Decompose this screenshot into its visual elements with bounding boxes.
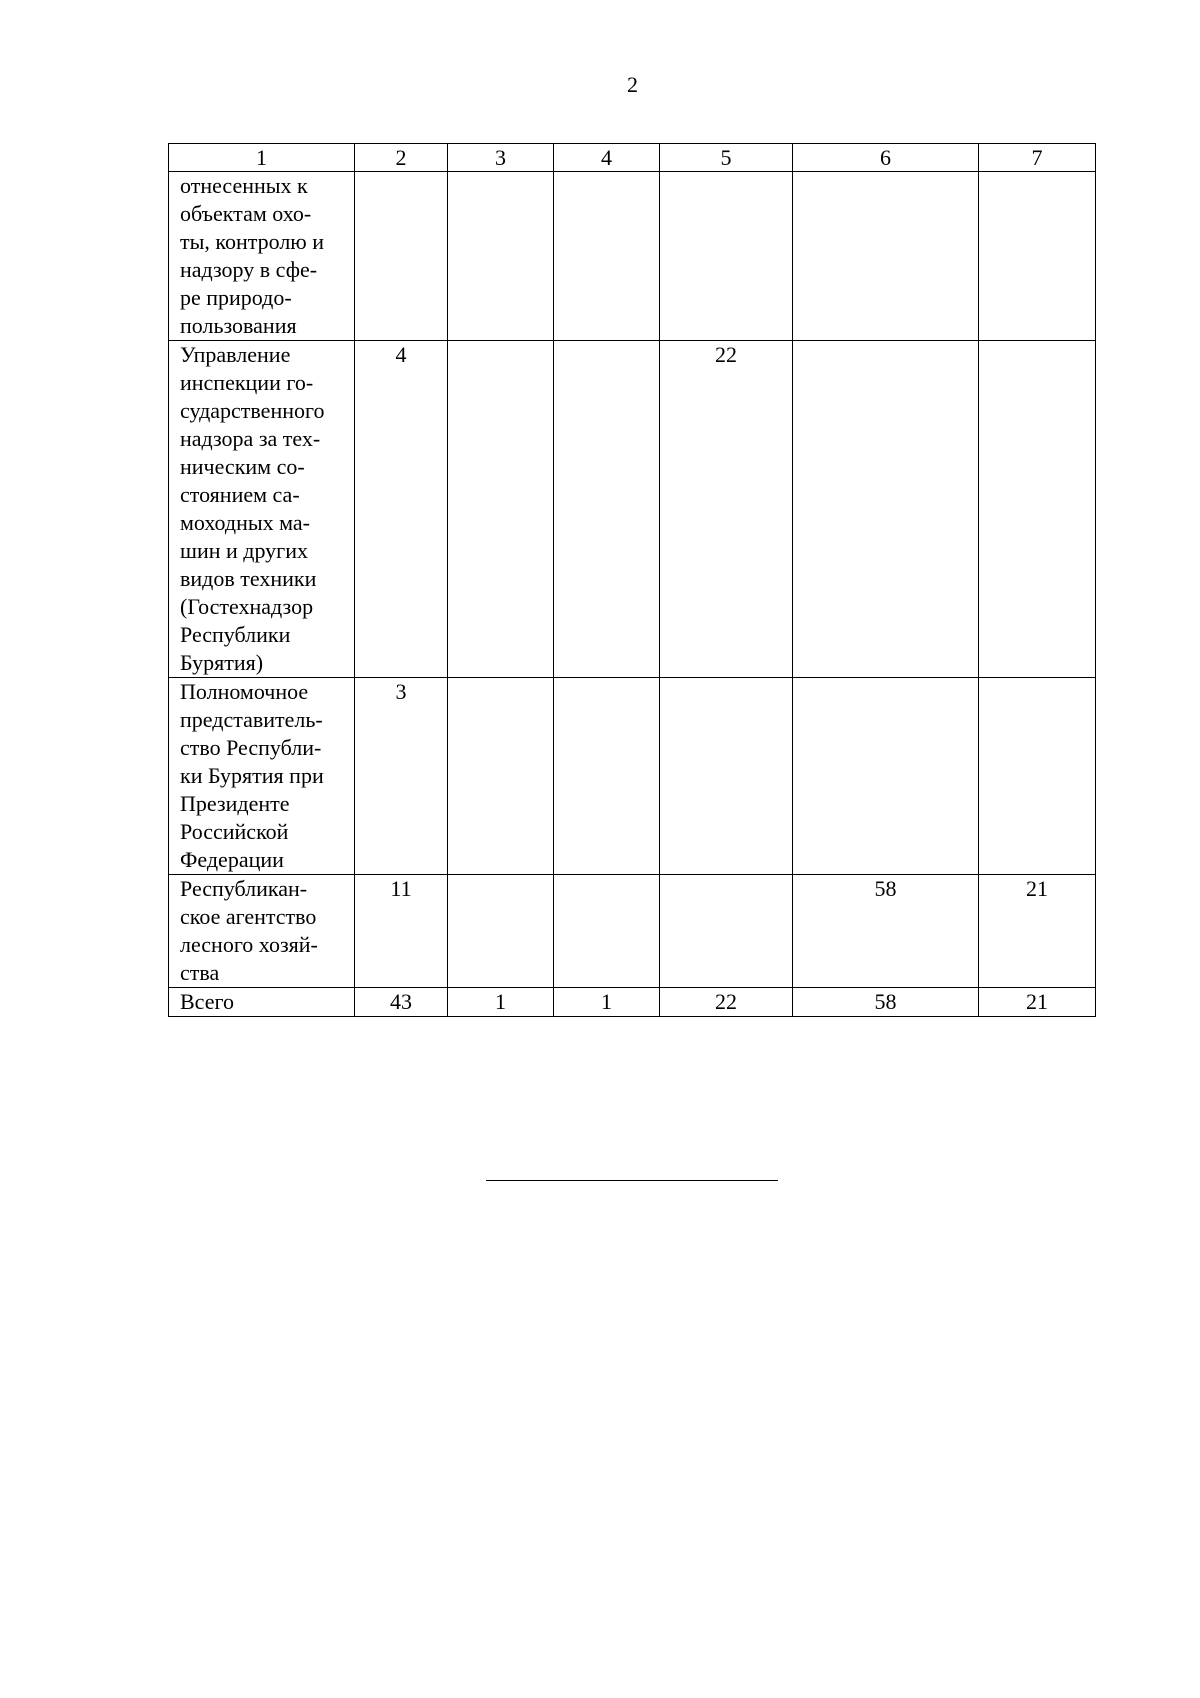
value-cell: 43 <box>355 988 448 1017</box>
value-cell: 22 <box>660 988 793 1017</box>
header-cell: 6 <box>793 144 979 172</box>
table-row <box>169 875 1096 988</box>
value-cell: 11 <box>355 875 448 988</box>
value-cell: 21 <box>979 875 1096 988</box>
header-cell: 7 <box>979 144 1096 172</box>
header-cell: 5 <box>660 144 793 172</box>
row-name-line: ки Бурятия при <box>180 763 324 788</box>
value-cell <box>660 875 793 988</box>
row-name-line: объектам охо- <box>180 201 312 226</box>
row-name-line: Всего <box>180 989 234 1014</box>
row-name-line: ства <box>180 960 220 985</box>
row-name-line: инспекции го- <box>180 370 314 395</box>
row-name-line: Республики <box>180 622 291 647</box>
row-name-line: надзору в сфе- <box>180 257 318 282</box>
header-cell: 3 <box>448 144 554 172</box>
value-cell: 58 <box>793 875 979 988</box>
value-cell: 3 <box>355 678 448 875</box>
value-cell <box>979 172 1096 341</box>
value-cell <box>554 678 660 875</box>
value-cell: 22 <box>660 341 793 678</box>
row-name-line: представитель- <box>180 707 323 732</box>
table-row <box>169 678 1096 875</box>
row-name-cell <box>169 678 355 875</box>
row-name-line: моходных ма- <box>180 510 311 535</box>
row-name-line: ство Республи- <box>180 735 322 760</box>
row-name-line: сударственного <box>180 398 325 423</box>
value-cell: 4 <box>355 341 448 678</box>
value-cell <box>554 875 660 988</box>
value-cell <box>793 341 979 678</box>
value-cell <box>448 875 554 988</box>
row-name-line: Президенте <box>180 791 290 816</box>
row-name-line: Российской <box>180 819 289 844</box>
page-number: 2 <box>627 72 638 97</box>
value-cell <box>554 341 660 678</box>
row-name-line: Федерации <box>180 847 284 872</box>
header-cell: 2 <box>355 144 448 172</box>
row-name-cell <box>169 875 355 988</box>
value-cell <box>448 341 554 678</box>
row-name-line: Полномочное <box>180 679 309 704</box>
value-cell <box>979 678 1096 875</box>
value-cell <box>448 172 554 341</box>
row-name-line: лесного хозяй- <box>180 932 318 957</box>
row-name-cell <box>169 172 355 341</box>
value-cell <box>355 172 448 341</box>
data-table <box>168 143 1096 1017</box>
value-cell <box>793 172 979 341</box>
row-name-line: видов техники <box>180 566 317 591</box>
row-name-line: Бурятия) <box>180 650 264 675</box>
header-cell: 1 <box>169 144 355 172</box>
row-name-line: пользования <box>180 313 297 338</box>
row-name-line: Республикан- <box>180 876 308 901</box>
value-cell: 58 <box>793 988 979 1017</box>
value-cell <box>554 172 660 341</box>
value-cell <box>979 341 1096 678</box>
row-name-line: ты, контролю и <box>180 229 325 254</box>
value-cell <box>448 678 554 875</box>
row-name-line: стоянием са- <box>180 482 300 507</box>
value-cell <box>793 678 979 875</box>
table-row <box>169 341 1096 678</box>
row-name-cell <box>169 988 355 1017</box>
row-name-line: отнесенных к <box>180 173 308 198</box>
value-cell: 21 <box>979 988 1096 1017</box>
table-row <box>169 172 1096 341</box>
row-name-line: ре природо- <box>180 285 292 310</box>
row-name-line: ническим со- <box>180 454 305 479</box>
footer-divider <box>486 1180 778 1181</box>
value-cell <box>660 678 793 875</box>
row-name-line: Управление <box>180 342 291 367</box>
value-cell: 1 <box>448 988 554 1017</box>
header-cell: 4 <box>554 144 660 172</box>
row-name-line: шин и других <box>180 538 308 563</box>
row-name-line: ское агентство <box>180 904 317 929</box>
row-name-line: (Гостехнадзор <box>180 594 314 619</box>
value-cell: 1 <box>554 988 660 1017</box>
value-cell <box>660 172 793 341</box>
row-name-line: надзора за тех- <box>180 426 321 451</box>
table-header-row <box>169 144 1096 172</box>
row-name-cell <box>169 341 355 678</box>
table-total-row <box>169 988 1096 1017</box>
